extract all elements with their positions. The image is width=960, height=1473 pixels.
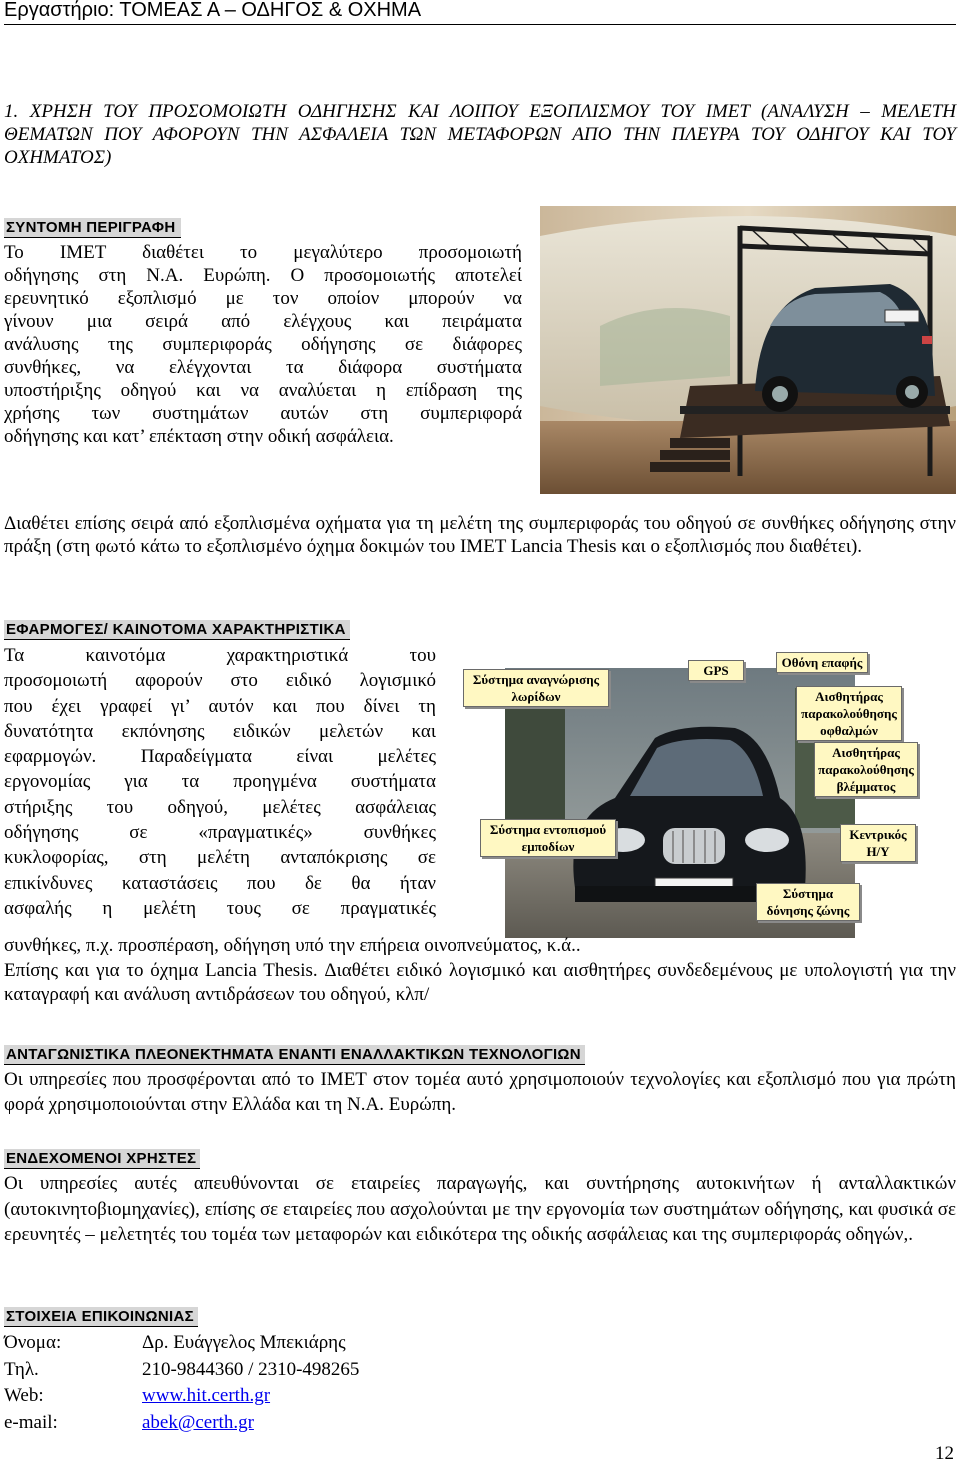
contact-heading [4, 1304, 198, 1328]
label-gaze-tracking-sensor: Αισθητήρας παρακολούθησης βλέμματος [814, 742, 918, 797]
text-line: γίνουν μια σειρά από ελέγχους και πειράματα [4, 311, 522, 332]
short-description-text [4, 241, 522, 448]
contact-value: Δρ. Ευάγγελος Μπεκιάρης [142, 1332, 346, 1353]
text-line: δυνατότητα εκπόνησης ειδικών μελετών και [4, 720, 436, 742]
label-central-pc: Κεντρικός Η/Υ [840, 824, 916, 862]
applications-continuation: Επίσης και για το όχημα Lancia Thesis. Διαθέτει ειδικό λογισμικό και αισθητήρες συνδεδεμένους με υπολογιστή για την καταγραφή και ανάλυση αντιδράσεων του οδηγού, κλπ/ [4, 960, 956, 1005]
text-line: οδήγησης και κατ’ επέκταση στην οδική ασφάλεια. [4, 426, 394, 447]
contact-label: Τηλ. [4, 1358, 39, 1380]
applications-text [4, 643, 436, 921]
applications-heading [4, 617, 350, 641]
simulator-photo [540, 206, 956, 494]
label-belt-vibration: Σύστημα δόνησης ζώνης [756, 883, 860, 921]
label-eye-tracking-sensor: Αισθητήρας παρακολούθησης οφθαλμών [796, 686, 902, 741]
contact-table [4, 1330, 604, 1436]
users-heading [4, 1146, 200, 1170]
competitive-heading-text: ΑΝΤΑΓΩΝΙΣΤΙΚΑ ΠΛΕΟΝΕΚΤΗΜΑΤΑ ΕΝΑΝΤΙ ΕΝΑΛΛΑΚΤΙΚΩΝ ΤΕΧΝΟΛΟΓΙΩΝ [4, 1045, 585, 1065]
label-obstacle-detection: Σύστημα εντοπισμού εμποδίων [480, 819, 616, 857]
applications-full-line: συνθήκες, π.χ. προσπέραση, οδήγηση υπό την επήρεια οινοπνεύματος, κ.ά.. [4, 935, 581, 956]
running-header: Εργαστήριο: ΤΟΜΕΑΣ Α – ΟΔΗΓΟΣ & ΟΧΗΜΑ [4, 0, 956, 25]
contact-label: Όνομα: [4, 1332, 62, 1353]
contact-row-web [4, 1383, 604, 1410]
section-title: 1. ΧΡΗΣΗ ΤΟΥ ΠΡΟΣΟΜΟΙΩΤΗ ΟΔΗΓΗΣΗΣ ΚΑΙ ΛΟΙΠΟΥ ΕΞΟΠΛΙΣΜΟΥ ΤΟΥ ΙΜΕΤ (ΑΝΑΛΥΣΗ – ΜΕΛΕΤΗ ΘΕΜΑΤΩΝ ΠΟΥ ΑΦΟΡΟΥΝ ΤΗΝ ΑΣΦΑΛΕΙΑ ΤΩΝ ΜΕΤΑΦΟΡΩΝ ΑΠΟ ΤΗΝ ΠΛΕΥΡΑ ΤΟΥ ΟΔΗΓΟΥ ΚΑΙ ΤΟΥ ΟΧΗΜΑΤΟΣ) [4, 101, 956, 168]
label-gps: GPS [688, 660, 744, 681]
competitive-text: Οι υπηρεσίες που προσφέρονται από το ΙΜΕΤ στον τομέα αυτό χρησιμοποιούν τεχνολογίες και εξοπλισμό που για πρώτη φορά χρησιμοποιούνται στην Ελλάδα και τη Ν.Α. Ευρώπη. [4, 1069, 956, 1115]
text-line: οδήγησης σε «πραγματικές» συνθήκες [4, 822, 436, 844]
web-link[interactable]: www.hit.certh.gr [142, 1385, 271, 1406]
text-line: στήριξης του οδηγού, μελέτες ασφάλειας [4, 796, 436, 818]
contact-row-email [4, 1410, 604, 1437]
text-line: Το ΙΜΕΤ διαθέτει το μεγαλύτερο προσομοιωτή [4, 242, 522, 263]
short-description-heading-text: ΣΥΝΤΟΜΗ ΠΕΡΙΓΡΑΦΗ [4, 218, 181, 238]
competitive-heading [4, 1042, 585, 1066]
page-number: 12 [935, 1443, 954, 1464]
contact-label: Web: [4, 1385, 44, 1406]
short-description-continuation: Διαθέτει επίσης σειρά από εξοπλισμένα οχήματα για τη μελέτη της συμπεριφοράς του οδηγού σε συνθήκες οδήγησης στην πράξη (στη φωτό κάτω το εξοπλισμένο όχημα δοκιμών του ΙΜΕΤ Lancia Thesis και ο εξοπλισμός που διαθέτει). [4, 513, 956, 557]
email-link[interactable]: abek@certh.gr [142, 1411, 254, 1433]
text-line: ερευνητικό εξοπλισμό με τον οποίον μπορούν να [4, 288, 522, 309]
text-line: χρήσης των συστημάτων αυτών στη συμπεριφορά [4, 403, 522, 424]
text-line: οδήγησης στη Ν.Α. Ευρώπη. Ο προσομοιωτής αποτελεί [4, 265, 522, 286]
contact-value: 210-9844360 / 2310-498265 [142, 1358, 360, 1380]
contact-label: e-mail: [4, 1411, 58, 1433]
contact-row-name [4, 1330, 604, 1357]
text-line: ανάλυσης της συμπεριφοράς οδήγησης σε διάφορες [4, 334, 522, 355]
text-line: υποστήριξης οδηγού και να αναλύεται η επίδραση της [4, 380, 522, 401]
text-line: προσομοιωτή αφορούν στο ειδικό λογισμικό [4, 670, 436, 692]
short-description-heading [4, 215, 181, 239]
contact-row-phone [4, 1357, 604, 1384]
applications-heading-text: ΕΦΑΡΜΟΓΕΣ/ ΚΑΙΝΟΤΟΜΑ ΧΑΡΑΚΤΗΡΙΣΤΙΚΑ [4, 620, 350, 640]
text-line: κυκλοφορίας, στη μελέτη ανταπόκρισης σε [4, 847, 436, 869]
text-line: ασφαλής η μελέτη τους σε πραγματικές [4, 897, 436, 919]
text-line: εργονομίας για τα προηγμένα συστήματα [4, 771, 436, 793]
text-line: εφαρμογών. Παραδείγματα είναι μελέτες [4, 746, 436, 768]
text-line: που έχει γραφεί γι’ αυτόν και που δίνει τη [4, 695, 436, 717]
users-heading-text: ΕΝΔΕΧΟΜΕΝΟΙ ΧΡΗΣΤΕΣ [4, 1149, 200, 1169]
text-line: Τα καινοτόμα χαρακτηριστικά του [4, 645, 436, 666]
label-touch-screen: Οθόνη επαφής [776, 652, 868, 673]
text-line: συνθήκες, να ελέγχονται τα διάφορα συστήματα [4, 357, 522, 378]
users-text: Οι υπηρεσίες αυτές απευθύνονται σε εταιρείες παραγωγής, και συντήρησης αυτοκινήτων ή ανταλλακτικών (αυτοκινητοβιομηχανίες), επίσης σε εταιρείες που ασχολούνται με την εργονομία των συστημάτων οδήγησης, και φυσικά σε ερευνητές – μελετητές του τομέα των μεταφορών και ειδικότερα της οδικής ασφάλειας και της συμπεριφοράς οδηγών,. [4, 1173, 956, 1245]
contact-heading-text: ΣΤΟΙΧΕΙΑ ΕΠΙΚΟΙΝΩΝΙΑΣ [4, 1307, 198, 1327]
text-line: επικίνδυνες καταστάσεις που δε θα ήταν [4, 872, 436, 894]
label-lane-recognition: Σύστημα αναγνώρισης λωρίδων [463, 669, 609, 707]
